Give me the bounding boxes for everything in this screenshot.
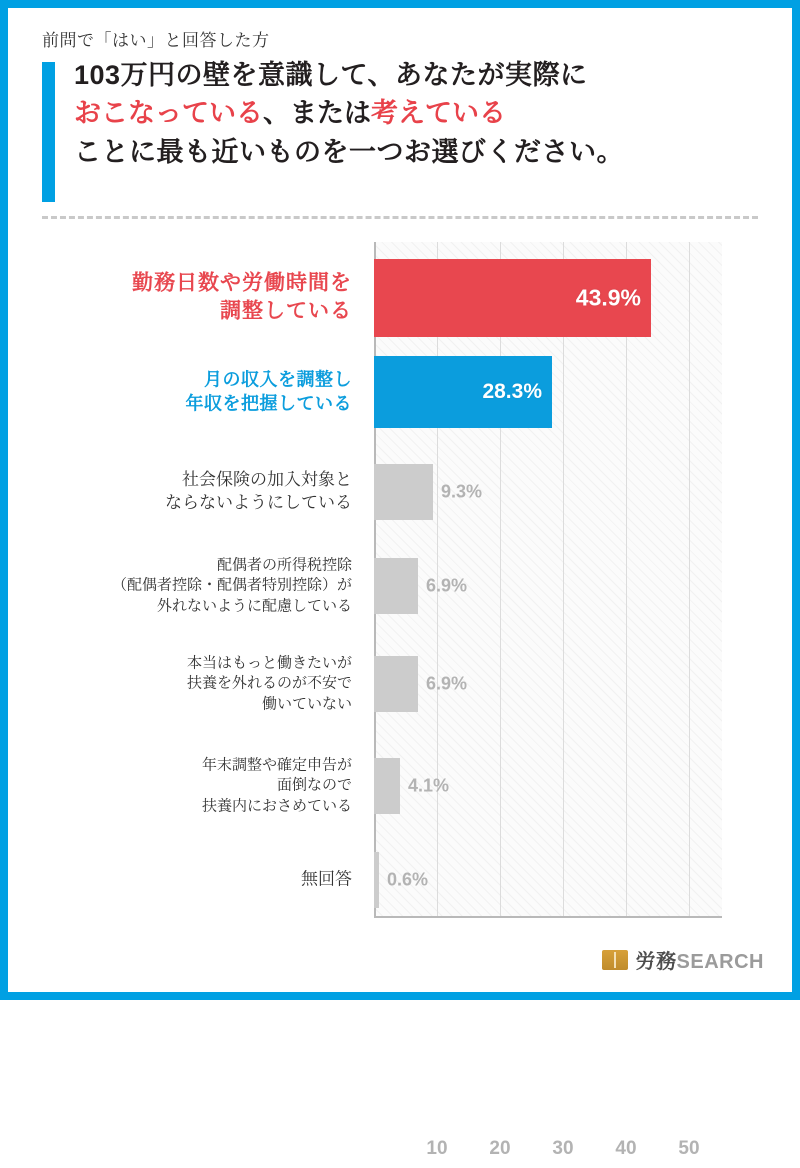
title-line-1: 103万円の壁を意識して、あなたが実際に [74, 60, 588, 90]
bar-7[interactable] [374, 852, 429, 908]
xtick-40: 40 [615, 1138, 637, 1159]
bar-value-6: 4.1% [408, 775, 450, 796]
category-label-5: 本当はもっと働きたいが 扶養を外れるのが不安で 働いていない [186, 654, 352, 713]
xtick-50: 50 [678, 1138, 700, 1159]
plot-area [374, 242, 722, 918]
brand-logo-text [636, 945, 764, 974]
category-label-4: 配偶者の所得税控除 （配偶者控除・配偶者特別控除）が 外れないように配慮している [111, 556, 352, 615]
category-label-3: 社会保険の加入対象と ならないようにしている [165, 470, 352, 512]
brand-name-sub: SEARCH [676, 951, 764, 973]
bar-row-4 [374, 543, 722, 629]
bar-value-1: 43.9% [575, 284, 641, 311]
xtick-30: 30 [552, 1138, 574, 1159]
bar-value-4: 6.9% [426, 575, 468, 596]
category-label-2: 月の収入を調整し 年収を把握している [185, 369, 352, 414]
bar-row-2 [374, 349, 722, 435]
bar-value-7: 0.6% [387, 869, 429, 890]
xtick-10: 10 [426, 1138, 448, 1159]
title-accent-bar [42, 62, 55, 202]
bar-row-3 [374, 449, 722, 535]
bar-row-5 [374, 641, 722, 727]
category-label-1: 勤務日数や労働時間を 調整している [132, 271, 352, 323]
bar-rows [374, 242, 722, 918]
xtick-20: 20 [489, 1138, 511, 1159]
section-divider [42, 216, 758, 219]
category-labels [8, 242, 368, 918]
bar-1[interactable] [374, 259, 651, 337]
bar-value-5: 6.9% [426, 673, 468, 694]
category-label-7: 無回答 [301, 869, 352, 889]
title-line-3: ことに最も近いものを一つお選びください。 [74, 136, 624, 167]
category-label-6: 年末調整や確定申告が 面倒なので 扶養内におさめている [201, 756, 352, 815]
title-line-2-mid: 、または [263, 98, 371, 129]
book-icon [602, 950, 628, 970]
bar-5[interactable] [374, 656, 468, 712]
brand-name-main: 労務 [635, 951, 677, 973]
bar-value-3: 9.3% [441, 481, 483, 502]
bar-value-2: 28.3% [482, 380, 542, 403]
bar-2[interactable] [374, 356, 552, 428]
title-highlight-2: 考えている [371, 98, 506, 129]
bar-3[interactable] [374, 464, 483, 520]
title-highlight-1: おこなっている [74, 98, 263, 129]
x-axis-ticks [374, 1138, 722, 1168]
bar-4[interactable] [374, 558, 468, 614]
bar-row-6 [374, 743, 722, 829]
bar-row-1 [374, 255, 722, 341]
bar-6[interactable] [374, 758, 450, 814]
title-line-2 [74, 94, 762, 132]
bar-row-7 [374, 837, 722, 923]
question-prefix: 前問で「はい」と回答した方 [42, 31, 270, 50]
infographic-inner [8, 8, 792, 1159]
question-title-block [42, 56, 762, 171]
brand-logo [602, 945, 764, 974]
page-title [74, 56, 762, 171]
